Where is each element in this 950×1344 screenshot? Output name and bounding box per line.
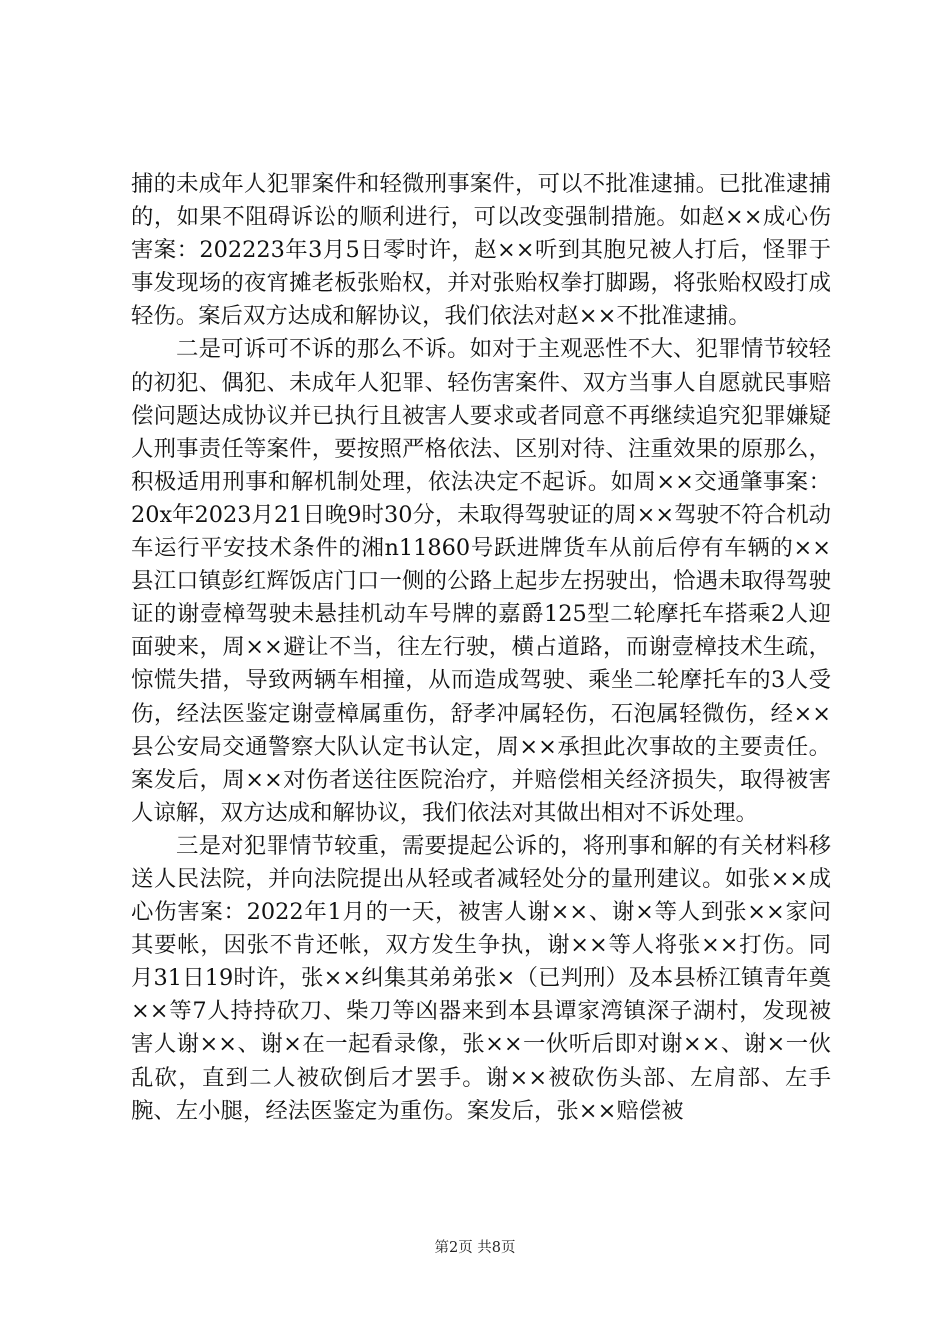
paragraph-2: 二是可诉可不诉的那么不诉。如对于主观恶性不大、犯罪情节较轻的初犯、偶犯、未成年人犯罪、轻伤害案件、双方当事人自愿就民事赔偿问题达成协议并已执行且被害人要求或者同意不再继续追究犯罪嫌疑人刑事责任等案件，要按照严格依法、区别对待、注重效果的原那么，积极适用刑事和解机制处理，依法决定不起诉。如周××交通肇事案：20x年2023月21日晚9时30分，未取得驾驶证的周××驾驶不符合机动车运行平安技术条件的湘n11860号跃进牌货车从前后停有车辆的××县江口镇彭红辉饭店门口一侧的公路上起步左拐驶出，恰遇未取得驾驶证的谢壹樟驾驶未悬挂机动车号牌的嘉爵125型二轮摩托车搭乘2人迎面驶来，周××避让不当，往左行驶，横占道路，而谢壹樟技术生疏，惊慌失措，导致两辆车相撞，从而造成驾驶、乘坐二轮摩托车的3人受伤，经法医鉴定谢壹樟属重伤，舒孝冲属轻伤，石泡属轻微伤，经××县公安局交通警察大队认定书认定，周××承担此次事故的主要责任。案发后，周××对伤者送往医院治疗，并赔偿相关经济损失，取得被害人谅解，双方达成和解协议，我们依法对其做出相对不诉处理。	[131, 336, 831, 826]
paragraph-1: 捕的未成年人犯罪案件和轻微刑事案件，可以不批准逮捕。已批准逮捕的，如果不阻碍诉讼的顺利进行，可以改变强制措施。如赵××成心伤害案：202223年3月5日零时许，赵××听到其胞兄被人打后，怪罪于事发现场的夜宵摊老板张贻权，并对张贻权拳打脚踢，将张贻权殴打成轻伤。案后双方达成和解协议，我们依法对赵××不批准逮捕。	[131, 171, 831, 330]
document-body	[131, 168, 831, 1128]
page-number-footer: 第2页 共8页	[434, 1240, 516, 1256]
paragraph-3: 三是对犯罪情节较重，需要提起公诉的，将刑事和解的有关材料移送人民法院，并向法院提出从轻或者减轻处分的量刑建议。如张××成心伤害案：2022年1月的一天，被害人谢××、谢×等人到张××家问其要帐，因张不肯还帐，双方发生争执，谢××等人将张××打伤。同月31日19时许，张××纠集其弟弟张×（已判刑）及本县桥江镇青年奠××等7人持持砍刀、柴刀等凶器来到本县谭家湾镇深子湖村，发现被害人谢××、谢×在一起看录像，张××一伙听后即对谢××、谢×一伙乱砍，直到二人被砍倒后才罢手。谢××被砍伤头部、左肩部、左手腕、左小腿，经法医鉴定为重伤。案发后，张××赔偿被	[131, 832, 831, 1124]
